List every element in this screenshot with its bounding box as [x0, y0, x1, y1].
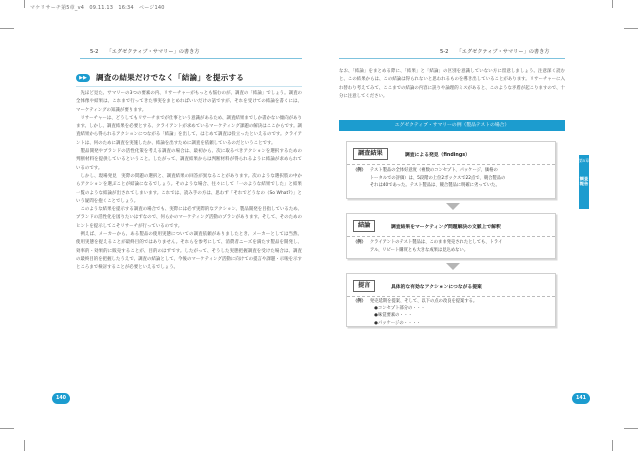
- example-label: （例）: [353, 299, 366, 304]
- right-section-header: [440, 48, 549, 55]
- trim-mark: [612, 440, 613, 451]
- example-line: ●コンセプト部分の・・・: [369, 306, 426, 312]
- box-example: [353, 239, 549, 254]
- box-tag: 提言: [353, 280, 375, 292]
- example-line: それは40であった。テスト製品は、競合製品に明確に劣っていた。: [369, 183, 500, 189]
- paragraph: このような結果を提示する調査の場合でも、実際には必ず実際的なアクション、製品開発を目指しているため、ブランドの活性化を図りたいはずなので、何らかのマーケティング活動のプランがあります。そして、そのためのヒントを提示してこそリサーチが行っているのです。: [76, 207, 302, 229]
- box-tag: 結論: [353, 220, 375, 232]
- section-title: 「エグゼクティブ・サマリー」の書き方: [456, 49, 550, 55]
- paragraph: リサーチャーは、どうしてもリサーチまでが仕事という意識があるため、調査結果までしか書かない傾向があります。しかし、調査結果を必要とする、クライアントが求めているマーケティング課題の解決はここからです。調査結果から得られるアクションにつながる「結論」を出して、はじめて調査は役立ったといえるのです。クライアントは、何のために調査を実施したか、結論を出すために調査を依頼しているのだということです。: [76, 115, 302, 146]
- box-example: [353, 298, 549, 327]
- paragraph: 先ほど見た、サマリーの3つの要素の内、リサーチャーがもっとも悩むのが、調査の「結論」でしょう。調査の全体像や結果は、これまで行ってきた事実をまとめればいいだけの話ですが、それを受けての結論を書くには、マーケティングの知識が要ります。: [76, 91, 302, 113]
- findings-box: [346, 141, 556, 199]
- trim-mark: [612, 0, 613, 8]
- section-heading: 調査の結果だけでなく「結論」を提示する: [96, 73, 245, 82]
- dashed-divider: [347, 236, 555, 237]
- conclusion-box: [346, 213, 556, 259]
- trim-mark: [24, 0, 25, 8]
- paragraph: しかし、現場発見 実際の問題の選択と、調査結果の回答が異なることがあります。次のような選択肢の中からアクションを選ぶことが結論になるでしょう。そのような場合、往々にして「一のような結果でした」と結果一覧のような結論が出されてしまいます。これでは、読み手の方は、思わず「それでどうなの（So What?）」という疑問を抱くことでしょう。: [76, 173, 302, 204]
- chapter-side-tab: [579, 155, 589, 209]
- trim-mark: [624, 28, 638, 29]
- example-label: （例）: [353, 240, 366, 245]
- trim-mark: [24, 440, 25, 451]
- chapter-label: 調査報告: [579, 176, 589, 186]
- section-number: 5-2: [440, 49, 449, 55]
- document-header: マケリサーチ第5章_v4 09.11.13 16:34 ページ140: [30, 5, 165, 11]
- diagram-title-bar: エグゼクティブ・サマリーの例（製品テストの場合）: [339, 120, 565, 131]
- example-line: クライアントのテスト製品は、このまま発売されたとしても、トライ: [369, 240, 503, 245]
- box-title: 調査結果をマーケティング問題解決の文脈上で解釈: [391, 225, 501, 230]
- header-rule: [80, 58, 302, 59]
- trim-mark: [0, 428, 14, 429]
- example-line: アル、リピート購買とも大きな成果は見込めない。: [369, 247, 469, 253]
- body-text: [76, 90, 302, 273]
- paragraph: 例えば、メーカーから、ある製品の使用実態についての調査依頼がありましたとき、メーカーとしては当然、使用実態を捉えることが最終目的ではありません。それらを参考にして、消費者ニーズを満たす製品を開発し、効率的・効果的に販売することが、目的のはずです。したがって、そうした実態把握調査を受けた場合は、調査の最終目的を把握したうえで、調査の結論として、今後のマーケティング活動に向けての提言や課題・示唆を示すところまで検討することが必要といえるでしょう。: [76, 232, 302, 271]
- paragraph: 製品開発やブランドの活性化策を考える調査の場合は、最初から、次に取るべきアクションを選択するための判断材料を提供しているということ。したがって、調査結果からは判断材料が得られるように結論が求められているのです。: [76, 149, 302, 171]
- box-example: [353, 167, 549, 190]
- chapter-number: 第5章: [579, 158, 590, 163]
- page-number-left: 140: [52, 393, 70, 404]
- heading-underline: [76, 86, 302, 87]
- example-line: ●パッケージの・・・・: [369, 320, 421, 326]
- dashed-divider: [347, 296, 555, 297]
- recommendation-box: [346, 273, 556, 327]
- trim-mark: [624, 428, 638, 429]
- page-number-right: 141: [572, 393, 590, 404]
- box-title: 調査による発見（findings）: [405, 153, 470, 158]
- summary-diagram: [340, 141, 564, 327]
- header-rule: [339, 58, 565, 59]
- box-tag: 調査結果: [353, 148, 388, 160]
- intro-paragraph: なお、「結論」をまとめる際に、「結果」と「結論」の区別を意識していない方に留意しましょう。注意深く読むと、この結果からは、この結論は得られないと思われるものを導き出していることがあります。リサーチャーに入れ替わり考えてみて、ここまでの結論の内容に誤りや論理的ミスがあると、このような矛盾が起こりますので、十分に注意してください。: [339, 69, 565, 99]
- double-arrow-icon: ▶▶: [76, 74, 90, 82]
- box-title: 具体的な有効なアクションにつながる提案: [391, 285, 482, 290]
- arrow-down-icon: [446, 263, 460, 270]
- section-title: 「エグゼクティブ・サマリー」の書き方: [106, 49, 200, 55]
- trim-mark: [0, 28, 14, 29]
- left-page-body: [76, 72, 302, 273]
- example-line: テスト製品の全体好意度（複数のコンセプト、パッケージ、価格の: [369, 168, 498, 173]
- dashed-divider: [347, 164, 555, 165]
- right-page-body: [339, 68, 565, 101]
- example-line: 発売延期を提案、そして、以下の点の改良を提案する。: [369, 299, 478, 304]
- example-line: トータルでの評価）は、5段階の上位2ボックスで22点で、競合製品の: [369, 175, 506, 181]
- example-label: （例）: [353, 168, 366, 173]
- left-section-header: [90, 48, 199, 55]
- section-number: 5-2: [90, 49, 99, 55]
- example-line: ●味覚要素の・・・: [369, 313, 413, 319]
- heading-row: [76, 72, 302, 83]
- arrow-down-icon: [446, 203, 460, 210]
